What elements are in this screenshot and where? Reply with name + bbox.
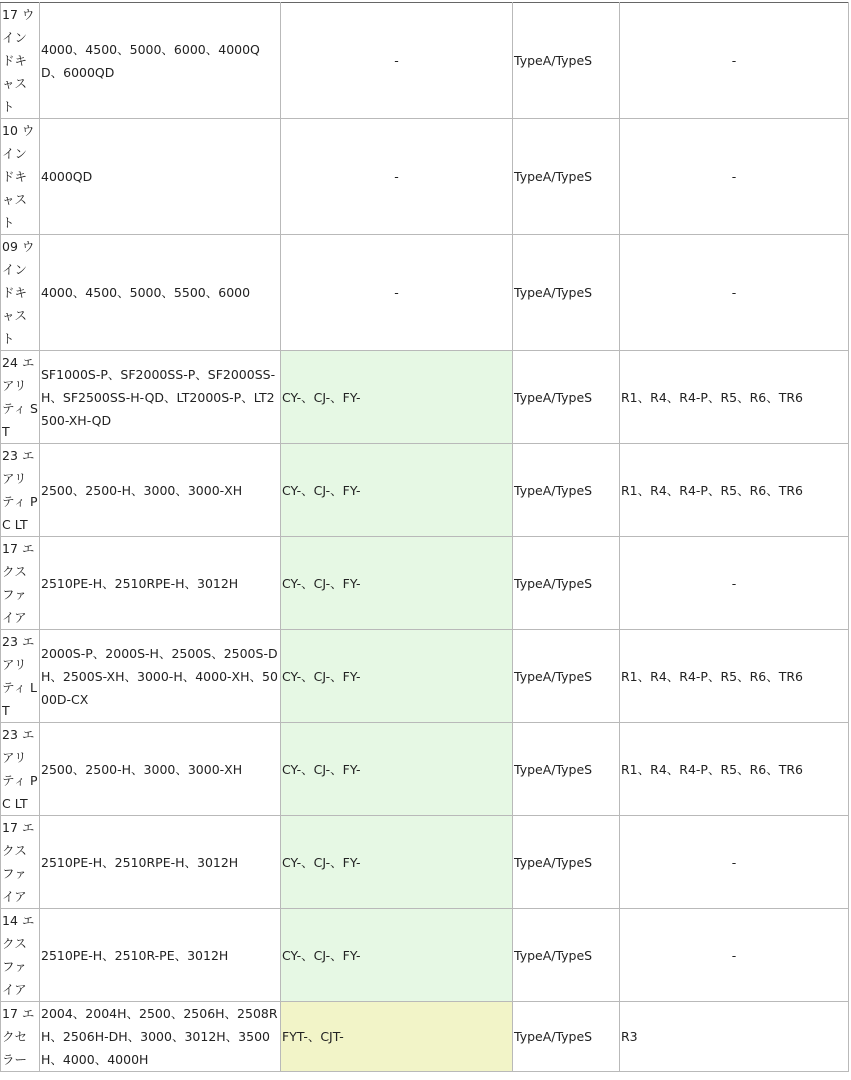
models-cell: 2500、2500-H、3000、3000-XH	[40, 723, 281, 816]
line-cell: FYT-、CJT-	[281, 1002, 513, 1072]
table-row	[1, 816, 849, 909]
models-cell: 2000S-P、2000S-H、2500S、2500S-DH、2500S-XH、3000-H、4000-XH、5000D-CX	[40, 630, 281, 723]
type-cell: TypeA/TypeS	[513, 235, 620, 351]
models-cell: 2510PE-H、2510R-PE、3012H	[40, 909, 281, 1002]
table-row	[1, 119, 849, 235]
line-cell: -	[281, 235, 513, 351]
line-cell: CY-、CJ-、FY-	[281, 816, 513, 909]
series-cell: 17 ウインドキャスト	[1, 3, 40, 119]
type-cell: TypeA/TypeS	[513, 909, 620, 1002]
line-cell: -	[281, 119, 513, 235]
models-cell: 2510PE-H、2510RPE-H、3012H	[40, 537, 281, 630]
line-cell: CY-、CJ-、FY-	[281, 537, 513, 630]
series-cell: 17 エクセラー	[1, 1002, 40, 1072]
rings-cell: -	[620, 816, 849, 909]
table-row	[1, 909, 849, 1002]
line-cell: CY-、CJ-、FY-	[281, 723, 513, 816]
type-cell: TypeA/TypeS	[513, 3, 620, 119]
series-cell: 10 ウインドキャスト	[1, 119, 40, 235]
table-row	[1, 3, 849, 119]
rings-cell: -	[620, 537, 849, 630]
table-row	[1, 537, 849, 630]
type-cell: TypeA/TypeS	[513, 119, 620, 235]
type-cell: TypeA/TypeS	[513, 444, 620, 537]
rings-cell: -	[620, 119, 849, 235]
series-cell: 17 エクスファイア	[1, 537, 40, 630]
table-row	[1, 351, 849, 444]
models-cell: 2510PE-H、2510RPE-H、3012H	[40, 816, 281, 909]
rings-cell: -	[620, 235, 849, 351]
rings-cell: R3	[620, 1002, 849, 1072]
series-cell: 23 エアリティ LT	[1, 630, 40, 723]
rings-cell: -	[620, 3, 849, 119]
type-cell: TypeA/TypeS	[513, 1002, 620, 1072]
models-cell: 4000QD	[40, 119, 281, 235]
series-cell: 09 ウインドキャスト	[1, 235, 40, 351]
table-row	[1, 444, 849, 537]
models-cell: 4000、4500、5000、6000、4000QD、6000QD	[40, 3, 281, 119]
type-cell: TypeA/TypeS	[513, 816, 620, 909]
rings-cell: R1、R4、R4-P、R5、R6、TR6	[620, 351, 849, 444]
table-body	[1, 3, 849, 1072]
rings-cell: -	[620, 909, 849, 1002]
line-cell: CY-、CJ-、FY-	[281, 444, 513, 537]
series-cell: 14 エクスファイア	[1, 909, 40, 1002]
series-cell: 23 エアリティ PC LT	[1, 723, 40, 816]
type-cell: TypeA/TypeS	[513, 630, 620, 723]
rings-cell: R1、R4、R4-P、R5、R6、TR6	[620, 630, 849, 723]
type-cell: TypeA/TypeS	[513, 537, 620, 630]
models-cell: 2500、2500-H、3000、3000-XH	[40, 444, 281, 537]
compatibility-table	[0, 2, 849, 1072]
rings-cell: R1、R4、R4-P、R5、R6、TR6	[620, 723, 849, 816]
models-cell: SF1000S-P、SF2000SS-P、SF2000SS-H、SF2500SS-H-QD、LT2000S-P、LT2500-XH-QD	[40, 351, 281, 444]
table-row	[1, 1002, 849, 1072]
table-row	[1, 235, 849, 351]
table-row	[1, 723, 849, 816]
series-cell: 24 エアリティ ST	[1, 351, 40, 444]
type-cell: TypeA/TypeS	[513, 351, 620, 444]
line-cell: CY-、CJ-、FY-	[281, 909, 513, 1002]
line-cell: -	[281, 3, 513, 119]
models-cell: 4000、4500、5000、5500、6000	[40, 235, 281, 351]
models-cell: 2004、2004H、2500、2506H、2508RH、2506H-DH、3000、3012H、3500H、4000、4000H	[40, 1002, 281, 1072]
table-row	[1, 630, 849, 723]
line-cell: CY-、CJ-、FY-	[281, 351, 513, 444]
series-cell: 23 エアリティ PC LT	[1, 444, 40, 537]
rings-cell: R1、R4、R4-P、R5、R6、TR6	[620, 444, 849, 537]
series-cell: 17 エクスファイア	[1, 816, 40, 909]
type-cell: TypeA/TypeS	[513, 723, 620, 816]
line-cell: CY-、CJ-、FY-	[281, 630, 513, 723]
